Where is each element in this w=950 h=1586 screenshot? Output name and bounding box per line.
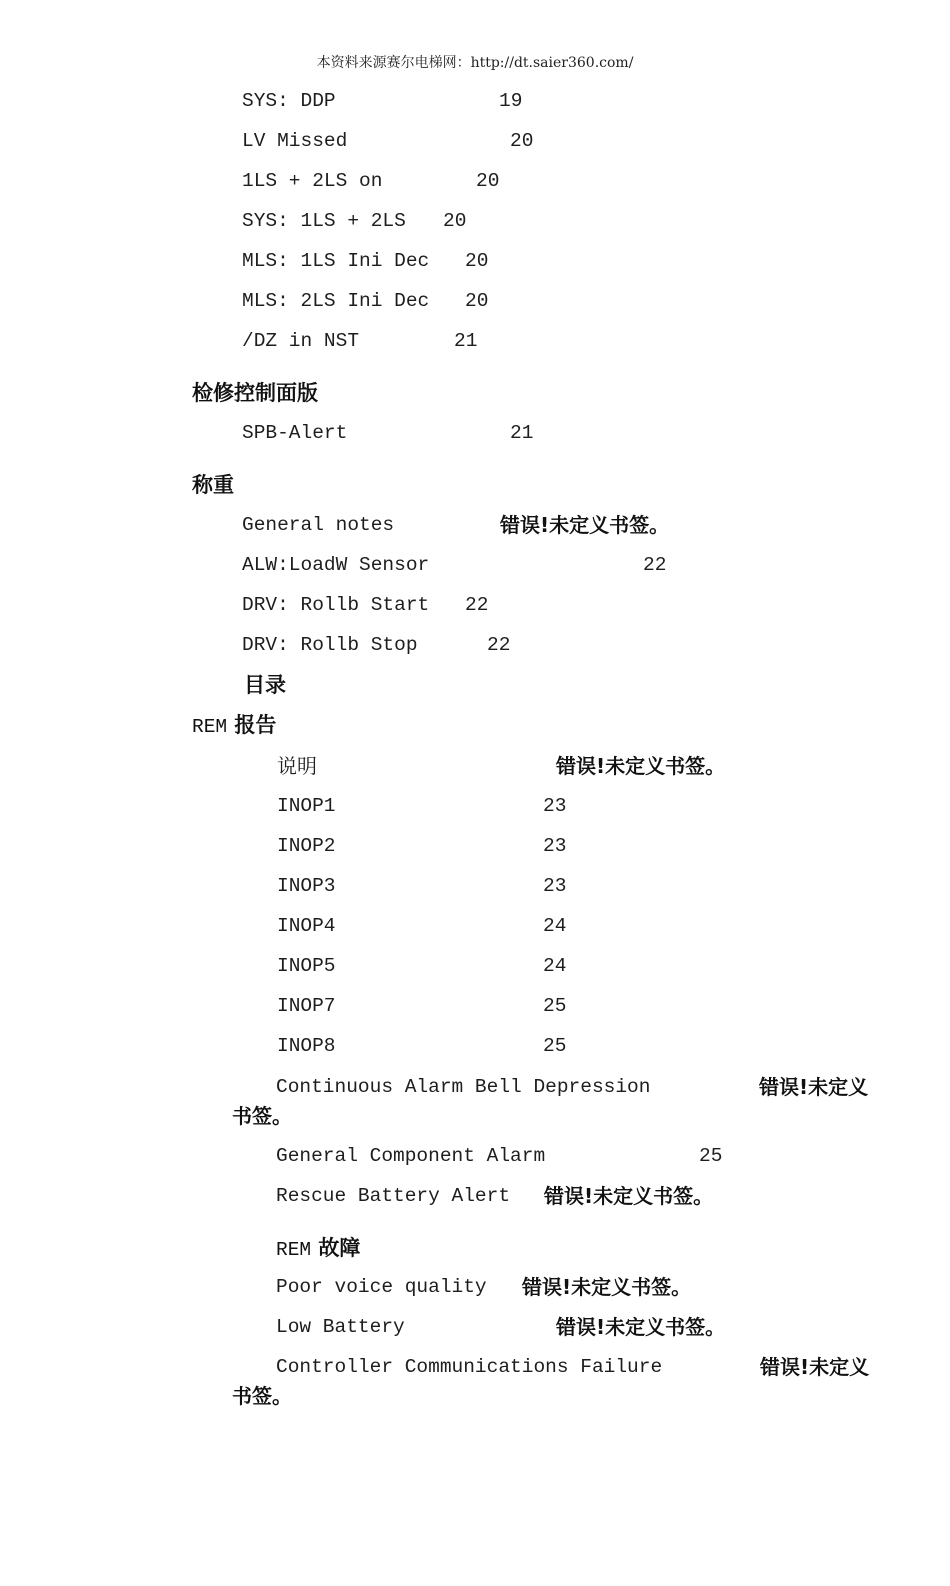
toc-entry-page: 21	[510, 422, 534, 444]
toc-entry-label: ALW:LoadW Sensor	[242, 554, 430, 576]
section-prefix: REM	[192, 716, 228, 738]
section-heading	[276, 1238, 360, 1261]
toc-entry-label: INOP2	[277, 835, 336, 857]
toc-entry-label: INOP5	[277, 955, 336, 977]
toc-entry-label: INOP7	[277, 995, 336, 1017]
bookmark-error-text: 错误!未定义	[759, 1075, 869, 1099]
section-title: 报告	[234, 713, 277, 737]
toc-entry-page: 20	[443, 210, 467, 232]
toc-entry-label: /DZ in NST	[242, 330, 360, 352]
toc-entry-label: Controller Communications Failure	[276, 1356, 663, 1378]
toc-entry-label: SPB-Alert	[242, 422, 348, 444]
bookmark-error-text-wrap: 书签。	[232, 1384, 292, 1408]
toc-entry-label: 说明	[277, 754, 317, 778]
toc-entry-page: 23	[543, 875, 567, 897]
section-title: 故障	[318, 1236, 361, 1260]
toc-entry-page: 25	[699, 1145, 723, 1167]
toc-entry-page: 19	[499, 90, 523, 112]
toc-entry-label: Low Battery	[276, 1316, 405, 1338]
toc-entry-page: 25	[543, 995, 567, 1017]
toc-entry-label: 1LS + 2LS on	[242, 170, 383, 192]
toc-entry-label: Poor voice quality	[276, 1276, 487, 1298]
section-heading	[192, 715, 276, 738]
bookmark-error-text: 错误!未定义书签。	[544, 1184, 714, 1208]
toc-entry-label: SYS: DDP	[242, 90, 336, 112]
toc-entry-label: INOP1	[277, 795, 336, 817]
toc-entry-page: 22	[465, 594, 489, 616]
bookmark-error-text: 错误!未定义书签。	[556, 754, 726, 778]
toc-entry-page: 20	[465, 290, 489, 312]
toc-entry-page: 23	[543, 795, 567, 817]
toc-entry-label: MLS: 1LS Ini Dec	[242, 250, 430, 272]
toc-entry-label: INOP4	[277, 915, 336, 937]
bookmark-error-text: 错误!未定义书签。	[556, 1315, 726, 1339]
toc-entry-page: 25	[543, 1035, 567, 1057]
toc-entry-page: 20	[510, 130, 534, 152]
bookmark-error-text-wrap: 书签。	[232, 1104, 292, 1128]
toc-entry-page: 20	[465, 250, 489, 272]
toc-entry-label: MLS: 2LS Ini Dec	[242, 290, 430, 312]
section-prefix: REM	[276, 1239, 312, 1261]
toc-entry-page: 24	[543, 915, 567, 937]
section-heading: 称重	[192, 473, 234, 497]
bookmark-error-text: 错误!未定义书签。	[500, 513, 670, 537]
bookmark-error-text: 错误!未定义	[760, 1355, 870, 1379]
section-heading: 检修控制面版	[192, 381, 318, 405]
toc-entry-page: 23	[543, 835, 567, 857]
toc-entry-label: General notes	[242, 514, 395, 536]
toc-entry-label: INOP3	[277, 875, 336, 897]
toc-entry-label: Rescue Battery Alert	[276, 1185, 511, 1207]
toc-entry-page: 24	[543, 955, 567, 977]
bookmark-error-text: 错误!未定义书签。	[522, 1275, 692, 1299]
toc-entry-label: LV Missed	[242, 130, 348, 152]
toc-entry-label: DRV: Rollb Stop	[242, 634, 418, 656]
toc-entry-page: 22	[643, 554, 667, 576]
toc-entry-page: 22	[487, 634, 511, 656]
toc-entry-label: Continuous Alarm Bell Depression	[276, 1076, 651, 1098]
toc-entry-label: INOP8	[277, 1035, 336, 1057]
toc-entry-label: DRV: Rollb Start	[242, 594, 430, 616]
source-header: 本资料来源赛尔电梯网：http://dt.saier360.com/	[316, 55, 634, 71]
toc-entry-label: SYS: 1LS + 2LS	[242, 210, 406, 232]
toc-entry-page: 21	[454, 330, 478, 352]
section-heading: 目录	[244, 673, 286, 697]
toc-entry-label: General Component Alarm	[276, 1145, 546, 1167]
toc-entry-page: 20	[476, 170, 500, 192]
